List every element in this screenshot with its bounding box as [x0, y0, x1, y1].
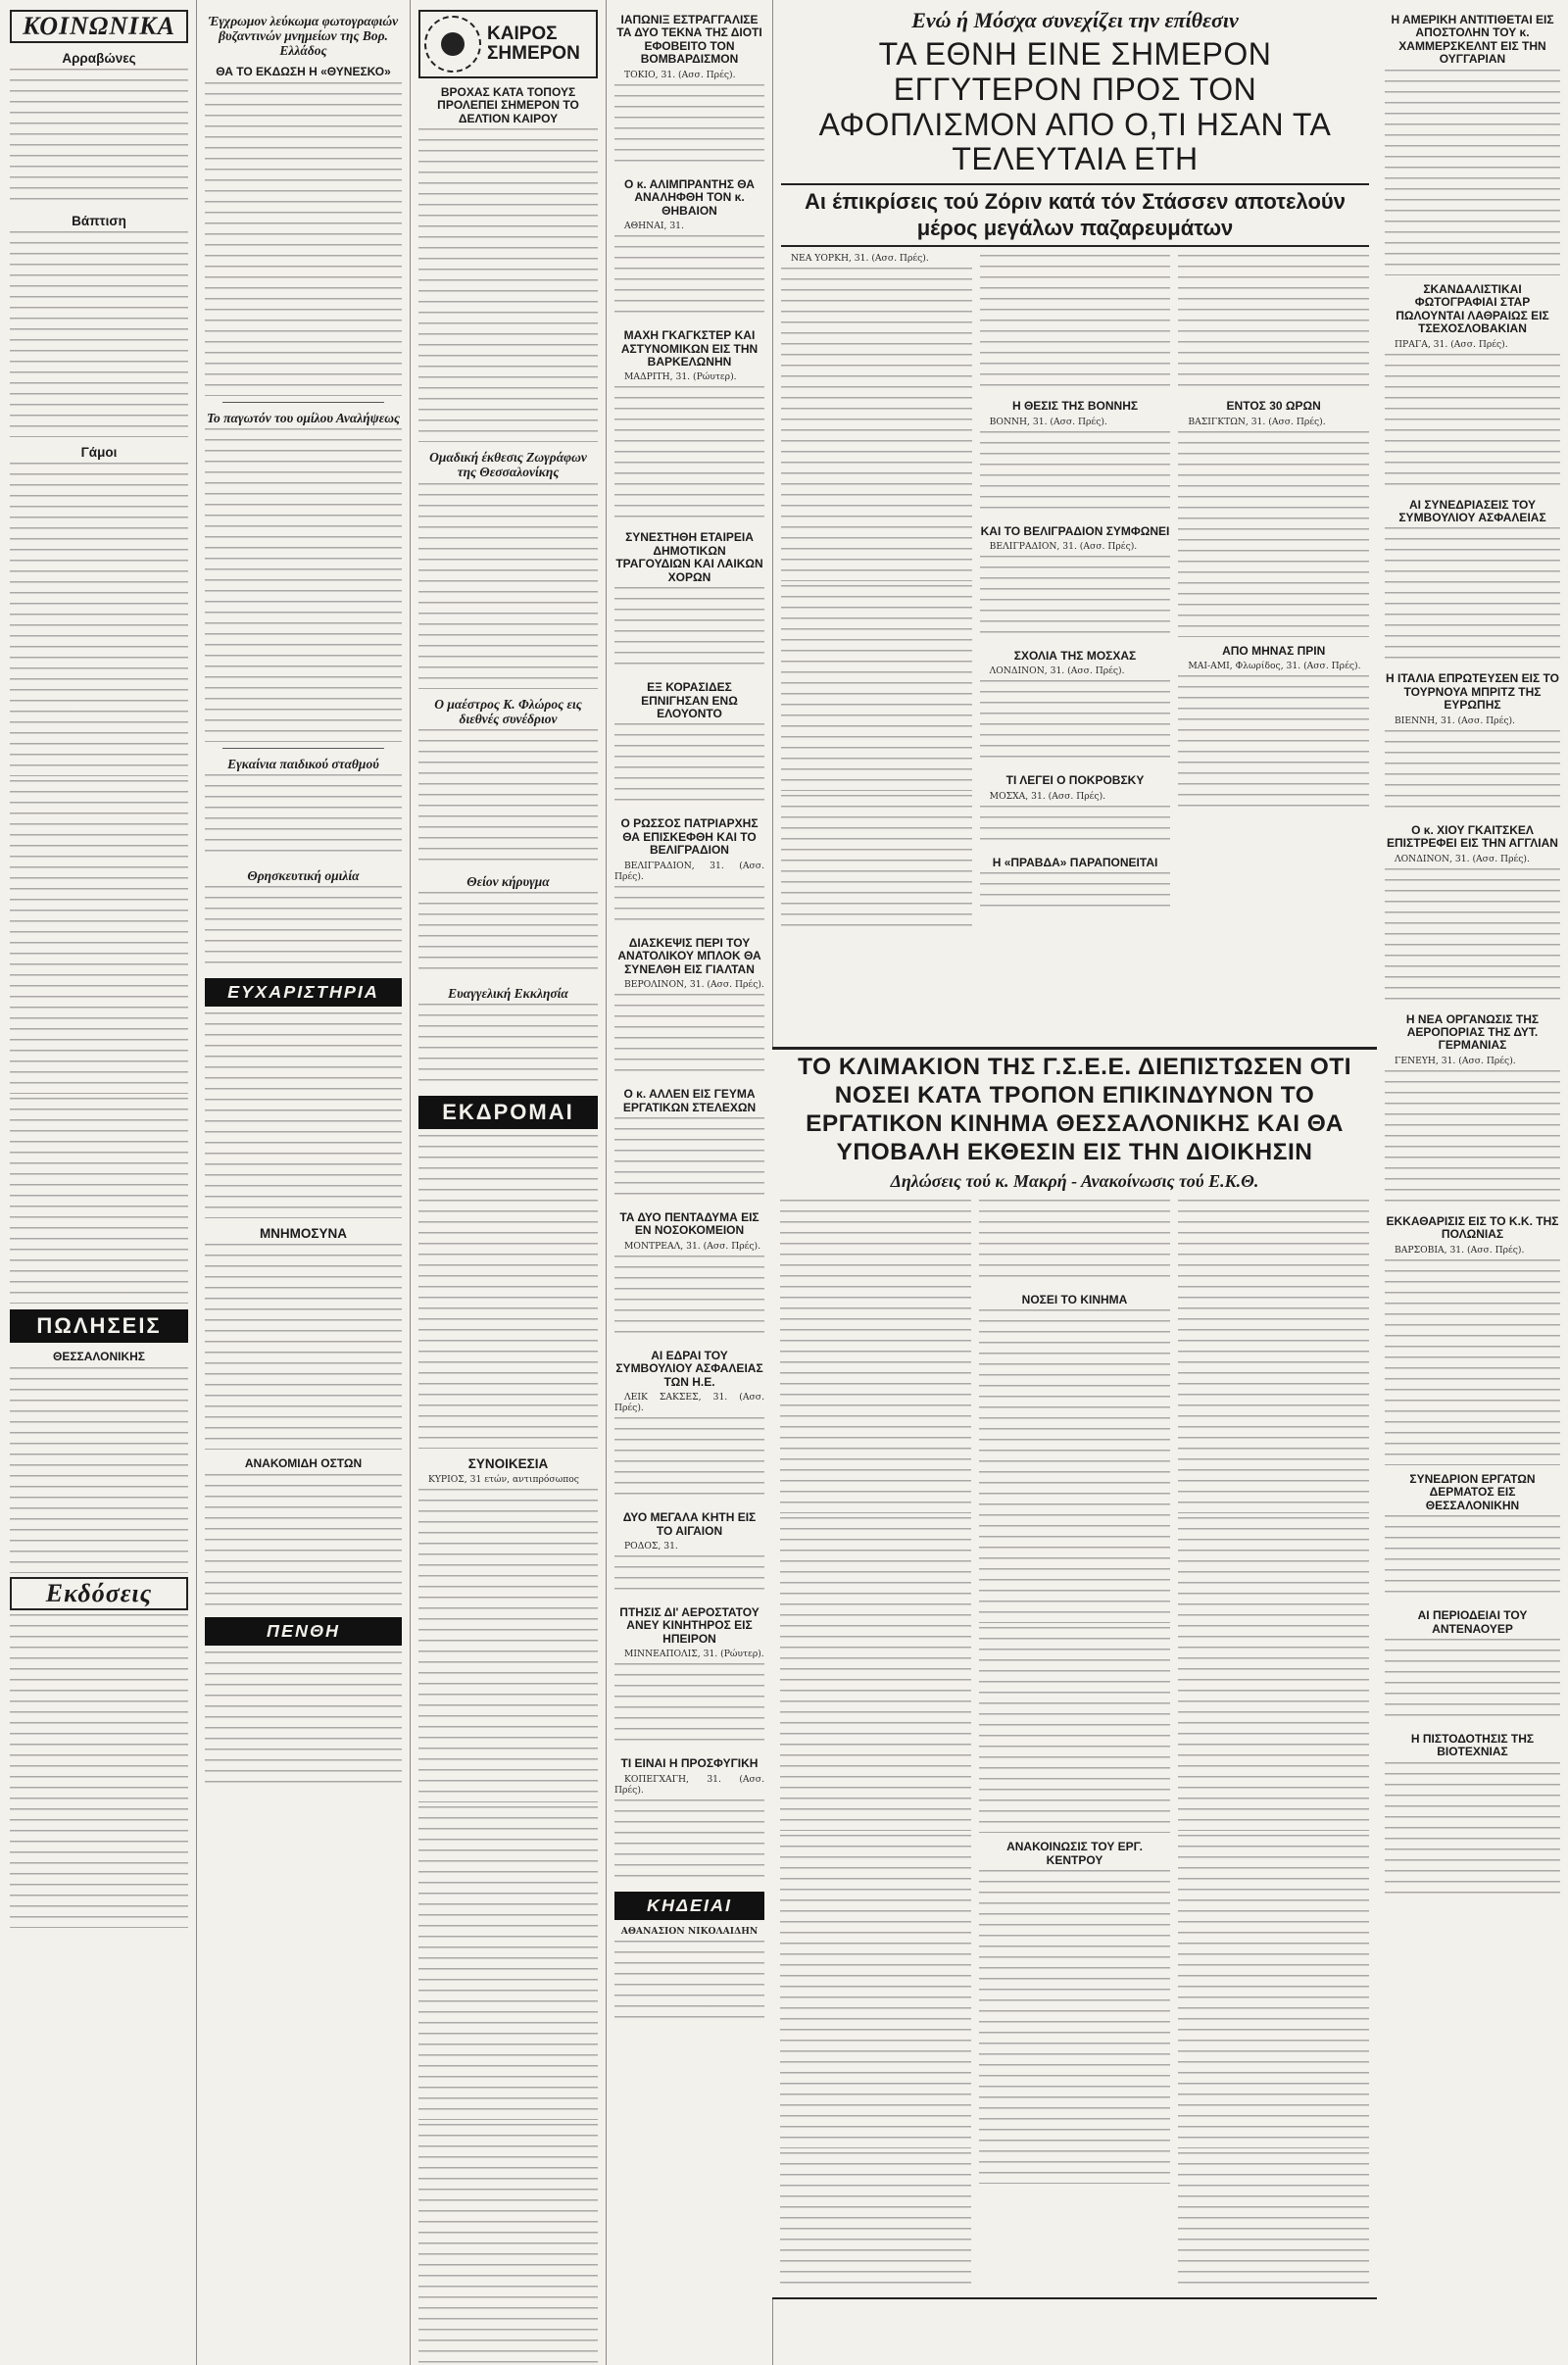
us-heading: Η ΑΜΕΡΙΚΗ ΑΝΤΙΤΙΘΕΤΑΙ ΕΙΣ ΑΠΟΣΤΟΛΗΝ ΤΟΥ κ. ΧΑΜΜΕΡΣΚΕΛΝΤ ΕΙΣ ΤΗΝ ΟΥΓΓΑΡΙΑΝ [1391, 13, 1554, 67]
ny-dateline: ΝΕΑ ΥΟΡΚΗ, 31. (Ασσ. Πρές). [791, 253, 929, 265]
text-block [418, 1004, 598, 1090]
christening-heading: Βάπτιση [72, 214, 126, 229]
cohab-heading: ΣΥΝΟΙΚΕΣΙΑ [467, 1455, 549, 1471]
deaths-banner: ΚΗΔΕΙΑΙ [614, 1892, 764, 1920]
cohab-dateline: ΚΥΡΙΟΣ, 31 ετών, αντιπρόσωπος [428, 1474, 579, 1486]
text-block [418, 128, 598, 442]
text-block [1178, 2152, 1369, 2290]
credit-heading: Η ΠΙΣΤΟΔΟΤΗΣΙΣ ΤΗΣ ΒΙΟΤΕΧΝΙΑΣ [1410, 1731, 1535, 1759]
text-block [10, 463, 188, 776]
column-foreign [1377, 0, 1568, 2365]
column-social [0, 0, 196, 2365]
vienna-dateline: ΒΙΕΝΝΗ, 31. (Ασσ. Πρές). [1395, 714, 1515, 726]
text-block [614, 1417, 764, 1503]
labour-story [772, 1047, 1377, 2299]
text-block [980, 255, 1171, 392]
main-kicker: Ενώ ή Μόσχα συνεχίζει την επίθεσιν [911, 8, 1239, 32]
column-weather [410, 0, 606, 2365]
text-block [1385, 527, 1560, 665]
text-block [1385, 868, 1560, 1006]
text-block [781, 795, 972, 932]
text-block [614, 235, 764, 321]
luftwaffe-heading: Η ΝΕΑ ΟΡΓΑΝΩΣΙΣ ΤΗΣ ΑΕΡΟΠΟΡΙΑΣ ΤΗΣ ΔΥΤ. ΓΕΡΜΑΝΙΑΣ [1405, 1011, 1540, 1053]
text-block [1385, 354, 1560, 491]
funeral-heading: ΑΝΑΚΟΜΙΔΗ ΟΣΤΩΝ [244, 1456, 363, 1471]
text-block [614, 587, 764, 673]
london-dateline: ΛΟΝΔΙΝΟΝ, 31. (Ασσ. Πρές). [989, 665, 1125, 677]
sales-subheading: ΘΕΣΣΑΛΟΝΙΚΗΣ [53, 1350, 145, 1364]
text-block [205, 1012, 402, 1218]
miami-heading: ΑΠΟ ΜΗΝΑΣ ΠΡΙΝ [1222, 643, 1326, 658]
main-subheadline: Αι έπικρίσεις τού Ζόριν κατά τόν Στάσσεν αποτελούν μέρος μεγάλων παζαρευμάτων [781, 183, 1369, 247]
text-block [980, 556, 1171, 642]
main-headline: ΤΑ ΕΘΝΗ ΕΙΝΕ ΣΗΜΕΡΟΝ ΕΓΓΥΤΕΡΟΝ ΠΡΟΣ ΤΟΝ ΑΦΟΠΛΙΣΜΟΝ ΑΠΟ Ο,ΤΙ ΗΣΑΝ ΤΑ ΤΕΛΕΥΤΑΙΑ ΕΤΗ [818, 36, 1332, 177]
text-block [418, 892, 598, 978]
pravda-heading: Η «ΠΡΑΒΔΑ» ΠΑΡΑΠΟΝΕΙΤΑΙ [992, 855, 1158, 869]
text-block [979, 1870, 1170, 2184]
engagements-heading: Αρραβώνες [62, 51, 136, 66]
text-block [1385, 1070, 1560, 1207]
divider [222, 402, 384, 403]
text-block [1385, 1639, 1560, 1725]
text-block [780, 2152, 971, 2290]
copenhagen-dateline: ΚΟΠΕΓΧΑΓΗ, 31. (Ασσ. Πρές). [614, 1773, 764, 1796]
society-heading: ΣΥΝΕΣΤΗΘΗ ΕΤΑΙΡΕΙΑ ΔΗΜΟΤΙΚΩΝ ΤΡΑΓΟΥΔΙΩΝ ΚΑΙ ΛΑΙΚΩΝ ΧΟΡΩΝ [615, 530, 763, 584]
fight-heading: ΜΑΧΗ ΓΚΑΓΚΣΤΕΡ ΚΑΙ ΑΣΤΥΝΟΜΙΚΩΝ ΕΙΣ ΤΗΝ ΒΑΡΚΕΛΩΝΗΝ [620, 328, 759, 369]
thanks-banner: ΕΥΧΑΡΙΣΤΗΡΙΑ [205, 978, 402, 1007]
social-banner: ΚΟΙΝΩΝΙΚΑ [10, 10, 188, 43]
moscow-heading: ΣΧΟΛΙΑ ΤΗΣ ΜΟΣΧΑΣ [1013, 648, 1137, 663]
sales-banner: ΠΩΛΗΣΕΙΣ [10, 1309, 188, 1343]
balkan-heading: ΔΙΑΣΚΕΨΙΣ ΠΕΡΙ ΤΟΥ ΑΝΑΤΟΛΙΚΟΥ ΜΠΛΟΚ ΘΑ ΣΥΝΕΛΘΗ ΕΙΣ ΓΙΑΛΤΑΝ [617, 935, 761, 976]
text-block [205, 1244, 402, 1450]
text-block [418, 1489, 598, 1802]
congress-heading: ΣΥΝΕΔΡΙΟΝ ΕΡΓΑΤΩΝ ΔΕΡΜΑΤΟΣ ΕΙΣ ΘΕΣΣΑΛΟΝΙΚΗΝ [1409, 1471, 1536, 1512]
text-block [614, 1663, 764, 1749]
pokrovsky-heading: ΤΙ ΛΕΓΕΙ Ο ΠΟΚΡΟΒΣΚΥ [1005, 773, 1145, 788]
moscow-dateline: ΜΟΣΧΑ, 31. (Ασσ. Πρές). [989, 790, 1106, 802]
weather-heading: ΒΡΟΧΑΣ ΚΑΤΑ ΤΟΠΟΥΣ ΠΡΟΛΕΠΕΙ ΣΗΜΕΡΟΝ ΤΟ ΔΕΛΤΙΟΝ ΚΑΙΡΟΥ [437, 85, 579, 125]
text-block [418, 729, 598, 866]
text-block [614, 723, 764, 810]
miami-dateline: ΜΑΙ-ΑΜΙ, Φλωρίδος, 31. (Ασσ. Πρές). [1188, 660, 1361, 671]
text-block [10, 780, 188, 1094]
text-block [979, 1627, 1170, 1833]
frost-heading: Το παγωτόν του ομίλου Αναλήψεως [206, 410, 401, 425]
allen-heading: Ο κ. ΑΛΛΕΝ ΕΙΣ ΓΕΥΜΑ ΕΡΓΑΤΙΚΩΝ ΣΤΕΛΕΧΩΝ [622, 1087, 757, 1114]
text-block [10, 69, 188, 206]
adenauer-heading: ΑΙ ΠΕΡΙΟΔΕΙΑΙ ΤΟΥ ΑΝΤΕΝΑΟΥΕΡ [1417, 1608, 1528, 1636]
text-block [780, 1200, 971, 1513]
weather-logo-text: ΚΑΙΡΟΣ ΣΗΜΕΡΟΝ [487, 24, 580, 64]
text-block [205, 428, 402, 742]
scandal-heading: ΣΚΑΝΔΑΛΙΣΤΙΚΑΙ ΦΩΤΟΓΡΑΦΙΑΙ ΣΤΑΡ ΠΩΛΟΥΝΤΑΙ ΛΑΘΡΑΙΩΣ ΕΙΣ ΤΣΕΧΟΣΛΟΒΑΚΙΑΝ [1396, 281, 1549, 336]
airplane-heading: ΠΤΗΣΙΣ ΔΙ' ΑΕΡΟΣΤΑΤΟΥ ΑΝΕΥ ΚΙΝΗΤΗΡΟΣ ΕΙΣ ΗΠΕΙΡΟΝ [619, 1605, 760, 1646]
text-block [1178, 431, 1369, 637]
warsaw-dateline: ΒΑΡΣΟΒΙΑ, 31. (Ασσ. Πρές). [1395, 1244, 1525, 1256]
maestro-heading: Ο μαέστρος Κ. Φλώρος εις διεθνές συνέδριον [434, 696, 582, 726]
gaitskell-heading: Ο κ. ΧΙΟΥ ΓΚΑΙΤΣΚΕΛ ΕΠΙΣΤΡΕΦΕΙ ΕΙΣ ΤΗΝ ΑΓΓΛΙΑΝ [1387, 822, 1558, 851]
text-block [418, 1135, 598, 1449]
labour-story-columns [780, 1198, 1369, 2293]
athens-dateline: ΑΘΗΝΑΙ, 31. [624, 221, 684, 232]
text-block [780, 1517, 971, 1831]
cinema-heading: ΤΙ ΕΙΝΑΙ Η ΠΡΟΣΦΥΓΙΚΗ [620, 1756, 759, 1771]
text-block [418, 483, 598, 689]
text-block [614, 84, 764, 171]
exhibit-heading: Ομαδική έκθεσις Ζωγράφων της Θεσσαλονίκης [429, 450, 587, 480]
evangelical-heading: Ευαγγελική Εκκλησία [448, 985, 568, 1001]
text-block [10, 1614, 188, 1928]
whales-heading: ΔΥΟ ΜΕΓΑΛΑ ΚΗΤΗ ΕΙΣ ΤΟ ΑΙΓΑΙΟΝ [622, 1510, 757, 1538]
text-block [205, 1474, 402, 1611]
prague-dateline: ΠΡΑΓΑ, 31. (Ασσ. Πρές). [1395, 338, 1508, 350]
text-block [980, 431, 1171, 517]
center-heading: ΑΝΑΚΟΙΝΩΣΙΣ ΤΟΥ ΕΡΓ. ΚΕΝΤΡΟΥ [1006, 1840, 1143, 1867]
text-block [1385, 1259, 1560, 1465]
tokyo-dateline: ΤΟΚΙΟ, 31. (Ασσ. Πρές). [624, 69, 736, 80]
text-block [980, 872, 1171, 915]
text-block [780, 1835, 971, 2148]
text-block [1385, 730, 1560, 816]
text-block [1385, 1515, 1560, 1601]
album-heading: Έγχρωμον λεύκωμα φωτογραφιών βυζαντινών μνημείων της Βορ. Ελλάδος [208, 14, 399, 59]
geneva-dateline: ΓΕΝΕΥΗ, 31. (Ασσ. Πρές). [1395, 1055, 1516, 1066]
memorial-heading: ΜΝΗΜΟΣΥΝΑ [259, 1226, 348, 1242]
patriarch-heading: Ο ΡΩΣΣΟΣ ΠΑΤΡΙΑΡΧΗΣ ΘΑ ΕΠΙΣΚΕΦΘΗ ΚΑΙ ΤΟ ΒΕΛΙΓΡΑΔΙΟΝ [620, 816, 759, 858]
main-story-columns [781, 253, 1369, 936]
berlin-dateline: ΒΕΡΟΛΙΝΟΝ, 31. (Ασσ. Πρές). [624, 979, 764, 991]
excursions-banner: ΕΚΔΡΟΜΑΙ [418, 1096, 598, 1129]
washington-dateline: ΒΑΣΙΓΚΤΩΝ, 31. (Ασσ. Πρές). [1188, 416, 1326, 427]
weddings-heading: Γάμοι [80, 445, 118, 461]
sessions-heading: ΑΙ ΣΥΝΕΔΡΙΑΣΕΙΣ ΤΟΥ ΣΥΜΒΟΥΛΙΟΥ ΑΣΦΑΛΕΙΑΣ [1398, 497, 1546, 524]
twins-heading: ΤΑ ΔΥΟ ΠΕΝΤΑΔΥΜΑ ΕΙΣ ΕΝ ΝΟΣΟΚΟΜΕΙΟΝ [619, 1209, 760, 1238]
text-block [614, 1799, 764, 1886]
text-block [1178, 255, 1369, 392]
text-block [781, 585, 972, 791]
belgrade-dateline: ΒΕΛΙΓΡΑΔΙΟΝ, 31. (Ασσ. Πρές). [989, 540, 1138, 552]
weather-logo [418, 10, 598, 78]
text-block [614, 1555, 764, 1599]
text-block [614, 1117, 764, 1204]
madrid-dateline: ΜΑΔΡΙΤΗ, 31. (Ρώυτερ). [624, 371, 737, 383]
bonn-dateline: ΒΟΝΝΗ, 31. (Ασσ. Πρές). [989, 416, 1107, 427]
rhodes-dateline: ΡΟΔΟΣ, 31. [624, 1541, 678, 1552]
divider [222, 748, 384, 749]
alimprantis-heading: Ο κ. ΑΛΙΜΠΡΑΝΤΗΣ ΘΑ ΑΝΑΛΗΦΘΗ ΤΟΝ κ. ΘΗΒΑΙΟΝ [624, 176, 755, 218]
column-local [196, 0, 410, 2365]
text-block [1385, 1762, 1560, 1899]
sun-icon [424, 16, 481, 73]
mourning-banner: ΠΕΝΘΗ [205, 1617, 402, 1646]
security-heading: ΑΙ ΕΔΡΑΙ ΤΟΥ ΣΥΜΒΟΥΛΙΟΥ ΑΣΦΑΛΕΙΑΣ ΤΩΝ Η.Ε. [615, 1348, 763, 1389]
text-block [205, 886, 402, 972]
text-block [1385, 70, 1560, 275]
london2-dateline: ΛΟΝΔΙΝΟΝ, 31. (Ασσ. Πρές). [1395, 853, 1530, 864]
text-block [1178, 675, 1369, 813]
deaths-name: ΑΘΑΝΑΣΙΟΝ ΝΙΚΟΛΑΙΔΗΝ [620, 1925, 759, 1937]
bonn-heading: Η ΘΕΣΙΣ ΤΗΣ ΒΟΝΝΗΣ [1011, 399, 1139, 414]
text-block [1178, 1835, 1369, 2148]
japan-heading: ΙΑΠΩΝΙΞ ΕΣΤΡΑΓΓΑΛΙΣΕ ΤΑ ΔΥΟ ΤΕΚΝΑ ΤΗΣ ΔΙΟΤΙ ΕΦΟΒΕΙΤΟ ΤΟΝ ΒΟΜΒΑΡΔΙΣΜΟΝ [616, 13, 762, 67]
sermon2-heading: Θείον κήρυγμα [466, 873, 550, 889]
30h-heading: ΕΝΤΟΣ 30 ΩΡΩΝ [1226, 399, 1321, 414]
montreal-dateline: ΜΟΝΤΡΕΑΛ, 31. (Ασσ. Πρές). [624, 1240, 761, 1252]
kindergarten-heading: Εγκαίνια παιδικού σταθμού [227, 756, 379, 771]
text-block [980, 806, 1171, 849]
sermon-heading: Θρησκευτική ομιλία [247, 867, 360, 883]
minneapolis-dateline: ΜΙΝΝΕΑΠΟΛΙΣ, 31. (Ρώυτερ). [624, 1649, 764, 1660]
text-block [418, 2124, 598, 2365]
album-subheading: ΘΑ ΤΟ ΕΚΔΩΣΗ Η «ΘΥΝΕΣΚΟ» [216, 65, 391, 79]
text-block [979, 1309, 1170, 1623]
text-block [614, 886, 764, 929]
text-block [614, 994, 764, 1080]
girls-heading: ΕΞ ΚΟΡΑΣΙΔΕΣ ΕΠΝΙΓΗΣΑΝ ΕΝΩ ΕΛΟΥΟΝΤΟ [641, 680, 738, 720]
belgrade-heading: ΚΑΙ ΤΟ ΒΕΛΙΓΡΑΔΙΟΝ ΣΥΜΦΩΝΕΙ [980, 523, 1170, 538]
text-block [10, 1367, 188, 1573]
purge-heading: ΕΚΚΑΘΑΡΙΣΙΣ ΕΙΣ ΤΟ Κ.Κ. ΤΗΣ ΠΟΛΩΝΙΑΣ [1386, 1213, 1559, 1242]
text-block [980, 680, 1171, 766]
text-block [10, 1098, 188, 1304]
text-block [205, 82, 402, 396]
editions-banner: Εκδόσεις [10, 1577, 188, 1610]
belgrade2-dateline: ΒΕΛΙΓΡΑΔΙΟΝ, 31. (Ασσ. Πρές). [614, 860, 764, 882]
column-news [606, 0, 772, 2365]
labour-headline: ΤΟ ΚΛΙΜΑΚΙΟΝ ΤΗΣ Γ.Σ.Ε.Ε. ΔΙΕΠΙΣΤΩΣΕΝ ΟΤΙ ΝΟΣΕΙ ΚΑΤΑ ΤΡΟΠΟΝ ΕΠΙΚΙΝΔΥΝΟΝ ΤΟ ΕΡΓΑΤΙΚΟΝ ΚΙΝΗΜΑ ΘΕΣΣΑΛΟΝΙΚΗΣ ΚΑΙ ΘΑ ΥΠΟΒΑΛΗ ΕΚΘΕΣΙΝ ΕΙΣ ΤΗΝ ΔΙΟΙΚΗΣΙΝ [797, 1054, 1352, 1165]
text-block [614, 1941, 764, 2027]
italy-heading: Η ΙΤΑΛΙΑ ΕΠΡΩΤΕΥΣΕΝ ΕΙΣ ΤΟ ΤΟΥΡΝΟΥΑ ΜΠΡΙΤΖ ΤΗΣ ΕΥΡΩΠΗΣ [1386, 671, 1559, 713]
text-block [10, 231, 188, 437]
sick-heading: ΝΟΣΕΙ ΤΟ ΚΙΝΗΜΑ [1021, 1292, 1128, 1306]
text-block [1178, 1517, 1369, 1831]
text-block [205, 1651, 402, 1789]
text-block [418, 1806, 598, 2120]
text-block [1178, 1200, 1369, 1513]
text-block [205, 774, 402, 861]
lake-dateline: ΛΕΙΚ ΣΑΚΣΕΣ, 31. (Ασσ. Πρές). [614, 1392, 764, 1414]
text-block [614, 1256, 764, 1342]
text-block [979, 1200, 1170, 1286]
text-block [781, 268, 972, 581]
text-block [614, 386, 764, 523]
labour-subheadline: Δηλώσεις τού κ. Μακρή - Ανακοίνωσις τού Ε.Κ.Θ. [890, 1170, 1259, 1191]
